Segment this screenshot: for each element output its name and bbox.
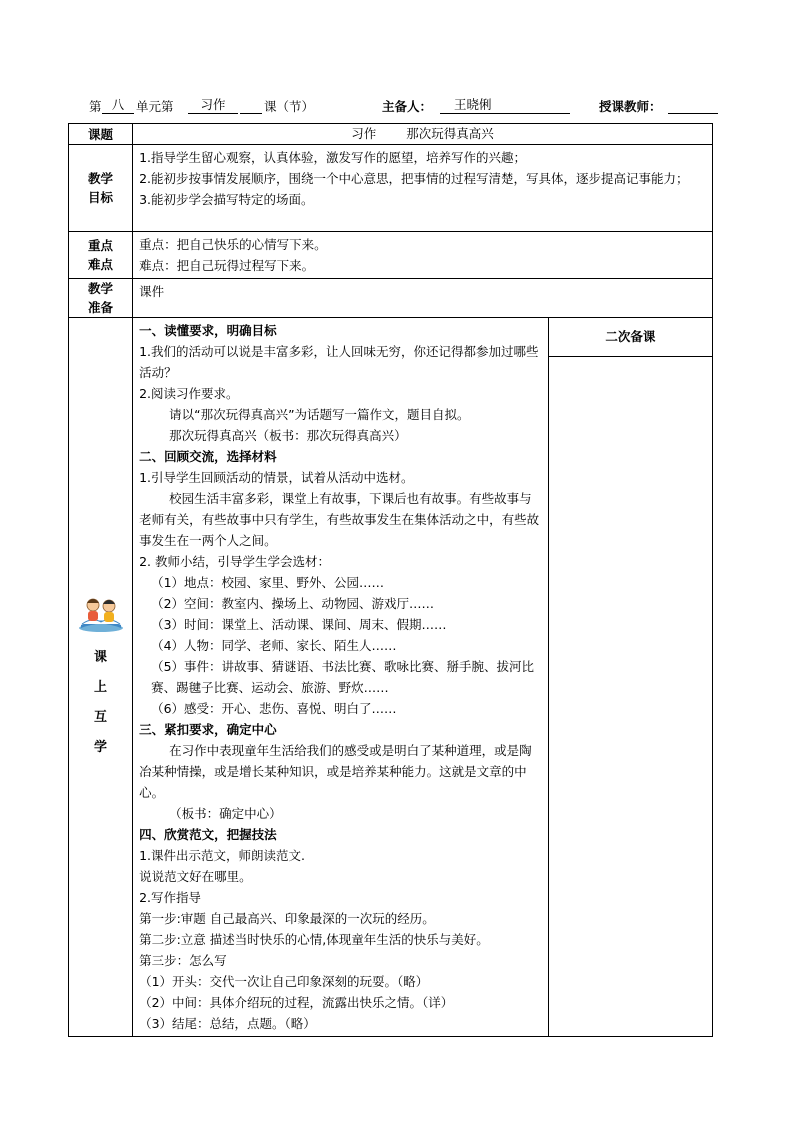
lesson-line: 2.写作指导 xyxy=(139,890,202,905)
preparer-name: 王晓俐 xyxy=(440,97,570,114)
second-prep-column xyxy=(548,318,712,1037)
main-label-text: 课 上 互 学 xyxy=(94,649,108,755)
lesson-line: 那次玩得真高兴（板书：那次玩得真高兴） xyxy=(169,428,407,443)
preparer-label: 主备人： xyxy=(382,99,433,114)
main-label xyxy=(69,318,133,1037)
goal-item: 1.指导学生留心观察，认真体验，激发写作的愿望，培养写作的兴趣； xyxy=(139,150,527,165)
teacher-name-blank xyxy=(668,97,718,114)
main-row xyxy=(69,318,713,1037)
goals-row xyxy=(69,145,713,232)
lesson-header xyxy=(68,97,718,115)
topic-part1: 习作 xyxy=(351,126,377,141)
main-content xyxy=(133,318,549,1037)
prep-row xyxy=(69,279,713,318)
prep-content: 课件 xyxy=(133,279,713,318)
header-unit-di: 单元第 xyxy=(136,99,174,114)
lesson-line: 1.我们的活动可以说是丰富多彩，让人回味无穷，你还记得都参加过哪些活动？ xyxy=(139,344,539,380)
lesson-line: 二、回顾交流，选择材料 xyxy=(139,449,277,464)
lesson-line: （2）中间：具体介绍玩的过程，流露出快乐之情。（详） xyxy=(139,995,454,1010)
lesson-sections xyxy=(139,320,544,1034)
topic-label: 课题 xyxy=(69,124,133,145)
lesson-line: （3）时间：课堂上、活动课、课间、周末、假期…… xyxy=(151,617,447,632)
header-di: 第 xyxy=(89,99,102,114)
lesson-line: （3）结尾：总结，点题。（略） xyxy=(139,1016,316,1031)
lesson-line: 三、紧扣要求，确定中心 xyxy=(139,722,277,737)
unit-number: 八 xyxy=(102,97,134,114)
topic-row xyxy=(69,124,713,145)
second-prep-header: 二次备课 xyxy=(549,318,712,357)
lesson-line: 校园生活丰富多彩，课堂上有故事，下课后也有故事。有些故事与老师有关，有些故事中只有学生，有些故事发生在集体活动之中，有些故事发生在一两个人之间。 xyxy=(139,491,540,548)
key-point-item: 难点：把自己玩得过程写下来。 xyxy=(139,258,315,273)
lesson-line: 2. 教师小结，引导学生学会选材： xyxy=(139,554,330,569)
lesson-line: 请以“那次玩得真高兴”为话题写一篇作文，题目自拟。 xyxy=(169,407,470,422)
lesson-line: 四、欣赏范文，把握技法 xyxy=(139,827,277,842)
goals-label: 教学 目标 xyxy=(69,145,133,232)
lesson-line: 2.阅读习作要求。 xyxy=(139,386,239,401)
lesson-line: （5）事件：讲故事、猜谜语、书法比赛、歌咏比赛、掰手腕、拔河比赛、踢毽子比赛、运动会、旅游、野炊…… xyxy=(151,659,535,695)
lesson-line: 第三步：怎么写 xyxy=(139,953,227,968)
lesson-plan-table xyxy=(68,123,713,1037)
goals-content xyxy=(133,145,713,232)
key-points-content xyxy=(133,232,713,279)
lesson-line: 1.引导学生回顾活动的情景，试着从活动中选材。 xyxy=(139,470,414,485)
lesson-line: （1）开头：交代一次让自己印象深刻的玩耍。（略） xyxy=(139,974,429,989)
lesson-line: 1.课件出示范文，师朗读范文. xyxy=(139,848,305,863)
lesson-line: 一、读懂要求，明确目标 xyxy=(139,323,277,338)
lesson-line: 第二步:立意 描述当时快乐的心情,体现童年生活的快乐与美好。 xyxy=(139,932,489,947)
lesson-line: （板书：确定中心） xyxy=(169,806,282,821)
key-points-label: 重点 难点 xyxy=(69,232,133,279)
key-point-item: 重点：把自己快乐的心情写下来。 xyxy=(139,237,327,252)
lesson-line: 说说范文好在哪里。 xyxy=(139,869,252,884)
reading-children-icon xyxy=(76,592,126,634)
topic-value xyxy=(133,124,713,145)
lesson-line: 在习作中表现童年生活给我们的感受或是明白了某种道理，或是陶冶某种情操，或是增长某种知识，或是培养某种能力。这就是文章的中心。 xyxy=(139,743,532,800)
lesson-line: 第一步:审题 自己最高兴、印象最深的一次玩的经历。 xyxy=(139,911,435,926)
prep-label: 教学 准备 xyxy=(69,279,133,318)
lesson-number-blank xyxy=(240,97,262,114)
lesson-line: （4）人物：同学、老师、家长、陌生人…… xyxy=(151,638,397,653)
teacher-label: 授课教师： xyxy=(599,99,662,114)
lesson-line: （2）空间：教室内、操场上、动物园、游戏厅…… xyxy=(151,596,435,611)
goal-item: 3.能初步学会描写特定的场面。 xyxy=(139,192,314,207)
topic-part2: 那次玩得真高兴 xyxy=(406,126,494,141)
goal-item: 2.能初步按事情发展顺序，围绕一个中心意思，把事情的过程写清楚，写具体，逐步提高记事能力； xyxy=(139,171,689,186)
lesson-line: （1）地点：校园、家里、野外、公园…… xyxy=(151,575,385,590)
header-ke-jie: 课（节） xyxy=(264,99,315,114)
key-points-row xyxy=(69,232,713,279)
lesson-name: 习作 xyxy=(188,97,238,114)
lesson-line: （6）感受：开心、悲伤、喜悦、明白了…… xyxy=(151,701,397,716)
